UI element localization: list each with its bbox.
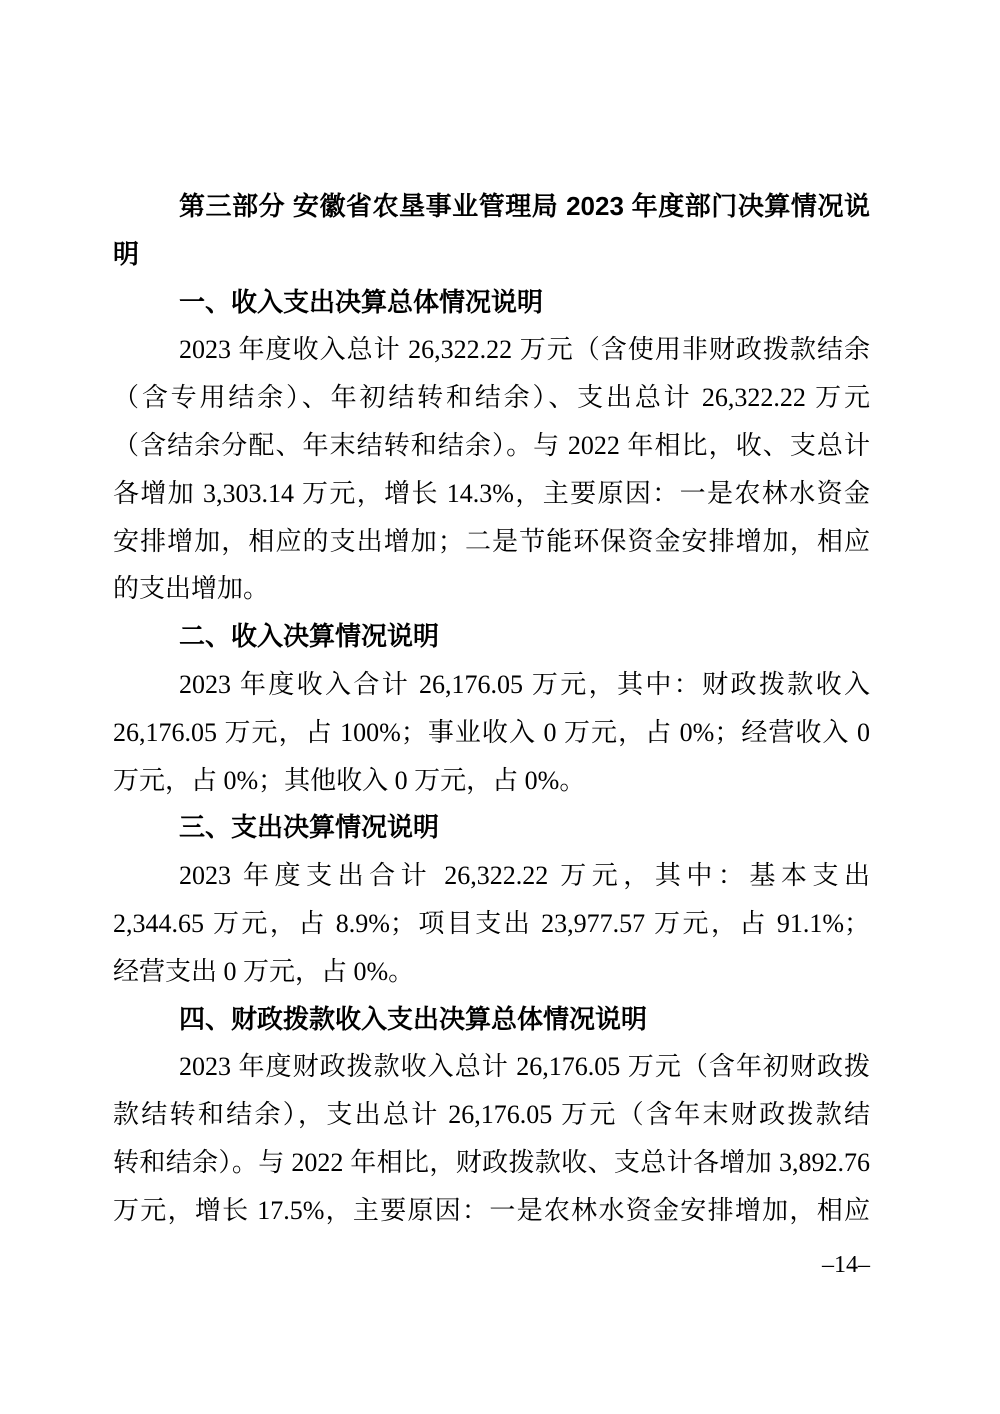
paragraph-line: 万元，增长 17.5%，主要原因：一是农林水资金安排增加，相应 xyxy=(113,1195,870,1225)
section-2-heading: 二、收入决算情况说明 xyxy=(179,621,440,652)
paragraph-line: （含专用结余）、年初结转和结余）、支出总计 26,322.22 万元 xyxy=(113,383,870,413)
paragraph-line: （含结余分配、年末结转和结余）。与 2022 年相比，收、支总计 xyxy=(113,430,870,460)
paragraph-line: 万元，占 0%；其他收入 0 万元，占 0%。 xyxy=(113,765,586,795)
paragraph-line: 安排增加，相应的支出增加；二是节能环保资金安排增加，相应 xyxy=(113,526,870,556)
document-title-line-1: 第三部分 安徽省农垦事业管理局 2023 年度部门决算情况说 xyxy=(179,191,870,221)
section-3-heading: 三、支出决算情况说明 xyxy=(179,812,440,843)
paragraph-line: 各增加 3,303.14 万元，增长 14.3%，主要原因：一是农林水资金 xyxy=(113,478,870,508)
paragraph-line: 2,344.65 万元，占 8.9%；项目支出 23,977.57 万元，占 91.1%； xyxy=(113,908,870,938)
paragraph-line: 2023 年度财政拨款收入总计 26,176.05 万元（含年初财政拨 xyxy=(179,1052,870,1082)
document-title-line-2: 明 xyxy=(113,238,140,269)
document-body xyxy=(113,183,870,1235)
paragraph-line: 转和结余）。与 2022 年相比，财政拨款收、支总计各增加 3,892.76 xyxy=(113,1147,870,1177)
paragraph-line: 26,176.05 万元，占 100%；事业收入 0 万元，占 0%；经营收入 0 xyxy=(113,717,870,747)
paragraph-line: 经营支出 0 万元，占 0%。 xyxy=(113,956,415,986)
paragraph-line: 的支出增加。 xyxy=(113,574,270,604)
paragraph-line: 2023 年度收入总计 26,322.22 万元（含使用非财政拨款结余 xyxy=(179,335,870,365)
paragraph-line: 2023 年度收入合计 26,176.05 万元，其中：财政拨款收入 xyxy=(179,669,870,699)
paragraph-line: 款结转和结余），支出总计 26,176.05 万元（含年末财政拨款结 xyxy=(113,1100,870,1130)
section-1-heading: 一、收入支出决算总体情况说明 xyxy=(179,286,544,317)
page-number: –14– xyxy=(822,1252,870,1278)
section-4-heading: 四、财政拨款收入支出决算总体情况说明 xyxy=(179,1003,648,1034)
paragraph-line: 2023 年度支出合计 26,322.22 万元，其中：基本支出 xyxy=(179,861,870,891)
